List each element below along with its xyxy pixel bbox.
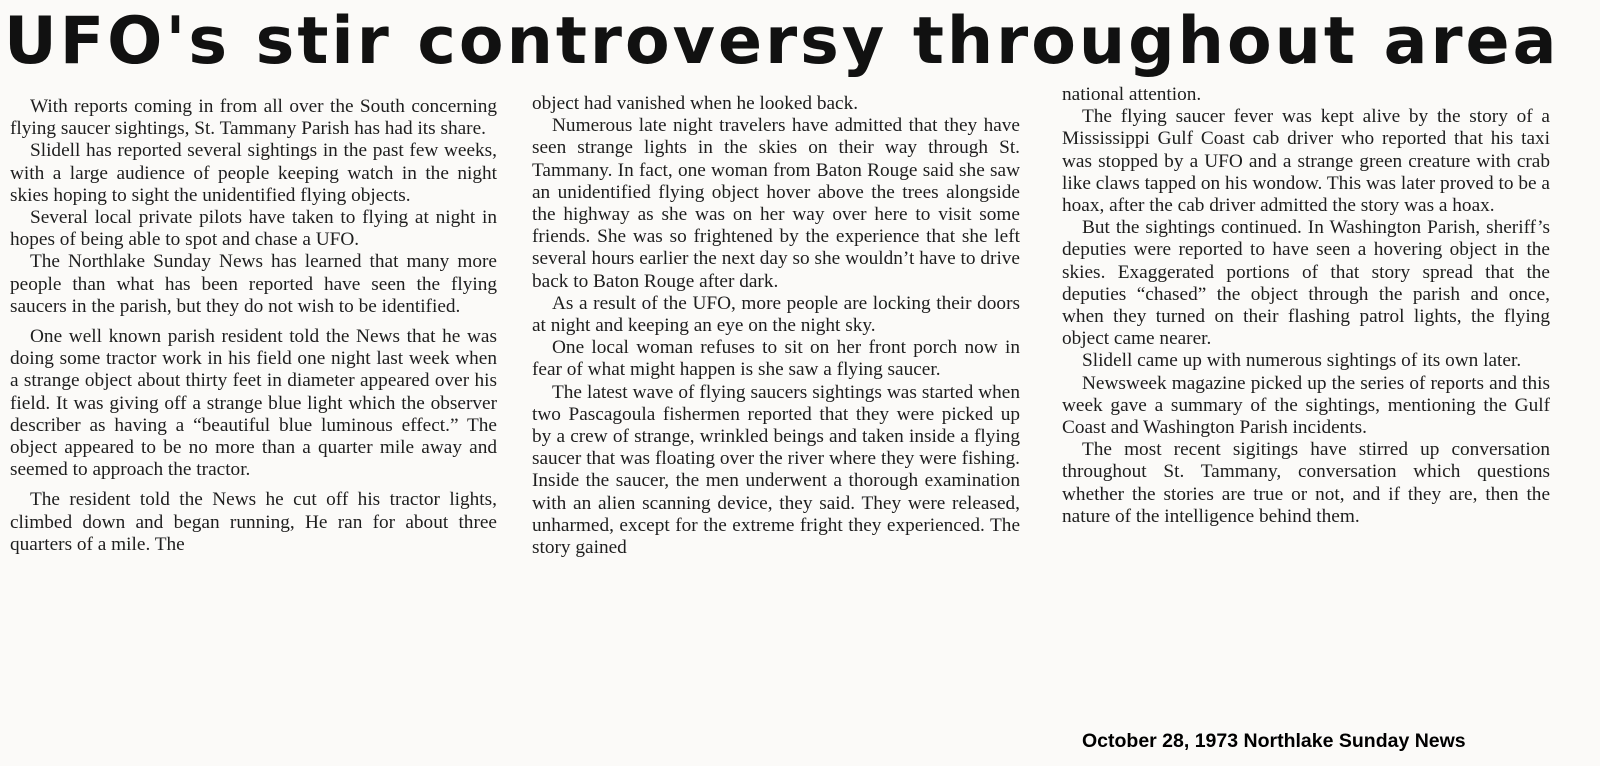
article-column-1 [10, 96, 497, 766]
paragraph: Slidell came up with numerous sightings of its own later. [1082, 350, 1522, 372]
paragraph: The latest wave of flying saucers sightings was started when two Pascagoula fishermen reported that they were picked up by a crew of strange, wrinkled beings and taken inside a flying saucer that was floating over the river where they were fishing. Inside the saucer, the men underwent a thorough examination with an alien scanning device, they said. They were released, unharmed, except for the extreme fright they experienced. The story gained [532, 381, 1020, 559]
paragraph: As a result of the UFO, more people are locking their doors at night and keeping an eye on the night sky. [532, 292, 1020, 337]
paragraph: Slidell has reported several sightings in the past few weeks, with a large audience of people keeping watch in the night skies hoping to sight the unidentified flying objects. [10, 140, 497, 206]
article-column-3 [1062, 84, 1550, 724]
article-column-2 [532, 93, 1020, 766]
paragraph: The most recent sigitings have stirred up conversation throughout St. Tammany, conversation which questions whether the stories are true or not, and if they are, then the nature of the intelligence behind them. [1062, 439, 1550, 527]
paragraph: But the sightings continued. In Washington Parish, sheriff’s deputies were reported to have seen a hovering object in the skies. Exaggerated portions of that story spread that the deputies “chased” the object through the parish and once, when they turned on their flashing patrol lights, the flying object came nearer. [1062, 217, 1550, 350]
paragraph: The flying saucer fever was kept alive by the story of a Mississippi Gulf Coast cab driver who reported that his taxi was stopped by a UFO and a strange green creature with crab like claws tapped on his wondow. This was later proved to be a hoax, after the cab driver admitted the story was a hoax. [1062, 106, 1550, 217]
paragraph: Newsweek magazine picked up the series of reports and this week gave a summary of the sightings, mentioning the Gulf Coast and Washington Parish incidents. [1062, 372, 1550, 439]
paragraph: Several local private pilots have taken to flying at night in hopes of being able to spot and chase a UFO. [10, 207, 497, 251]
paragraph: One well known parish resident told the News that he was doing some tractor work in his field one night last week when a strange object about thirty feet in diameter appeared over his field. It was giving off a strange blue light which the observer describer as having a “beautiful blue luminous effect.” The object appeared to be no more than a quarter mile away and seemed to approach the tractor. [10, 326, 497, 481]
paragraph: With reports coming in from all over the South concerning flying saucer sightings, St. Tammany Parish has had its share. [10, 96, 497, 140]
publication-credit: October 28, 1973 Northlake Sunday News [1082, 730, 1466, 752]
paragraph: The resident told the News he cut off his tractor lights, climbed down and began running, He ran for about three quarters of a mile. The [10, 489, 497, 555]
paragraph: One local woman refuses to sit on her front porch now in fear of what might happen is she saw a flying saucer. [532, 337, 1020, 381]
headline: UFO's stir controversy throughout area [4, 4, 1560, 79]
paragraph: object had vanished when he looked back. [532, 93, 859, 114]
paragraph: The Northlake Sunday News has learned that many more people than what has been reported have seen the flying saucers in the parish, but they do not wish to be identified. [10, 251, 497, 317]
paragraph: national attention. [1062, 84, 1202, 105]
paragraph: Numerous late night travelers have admitted that they have seen strange lights in the skies on their way through St. Tammany. In fact, one woman from Baton Rouge said she saw an unidentified flying object hover above the trees alongside the highway as she was on her way over here to visit some friends. She was so frightened by the experience that she left several hours earlier the next day so she wouldn’t have to drive back to Baton Rouge after dark. [532, 115, 1020, 292]
